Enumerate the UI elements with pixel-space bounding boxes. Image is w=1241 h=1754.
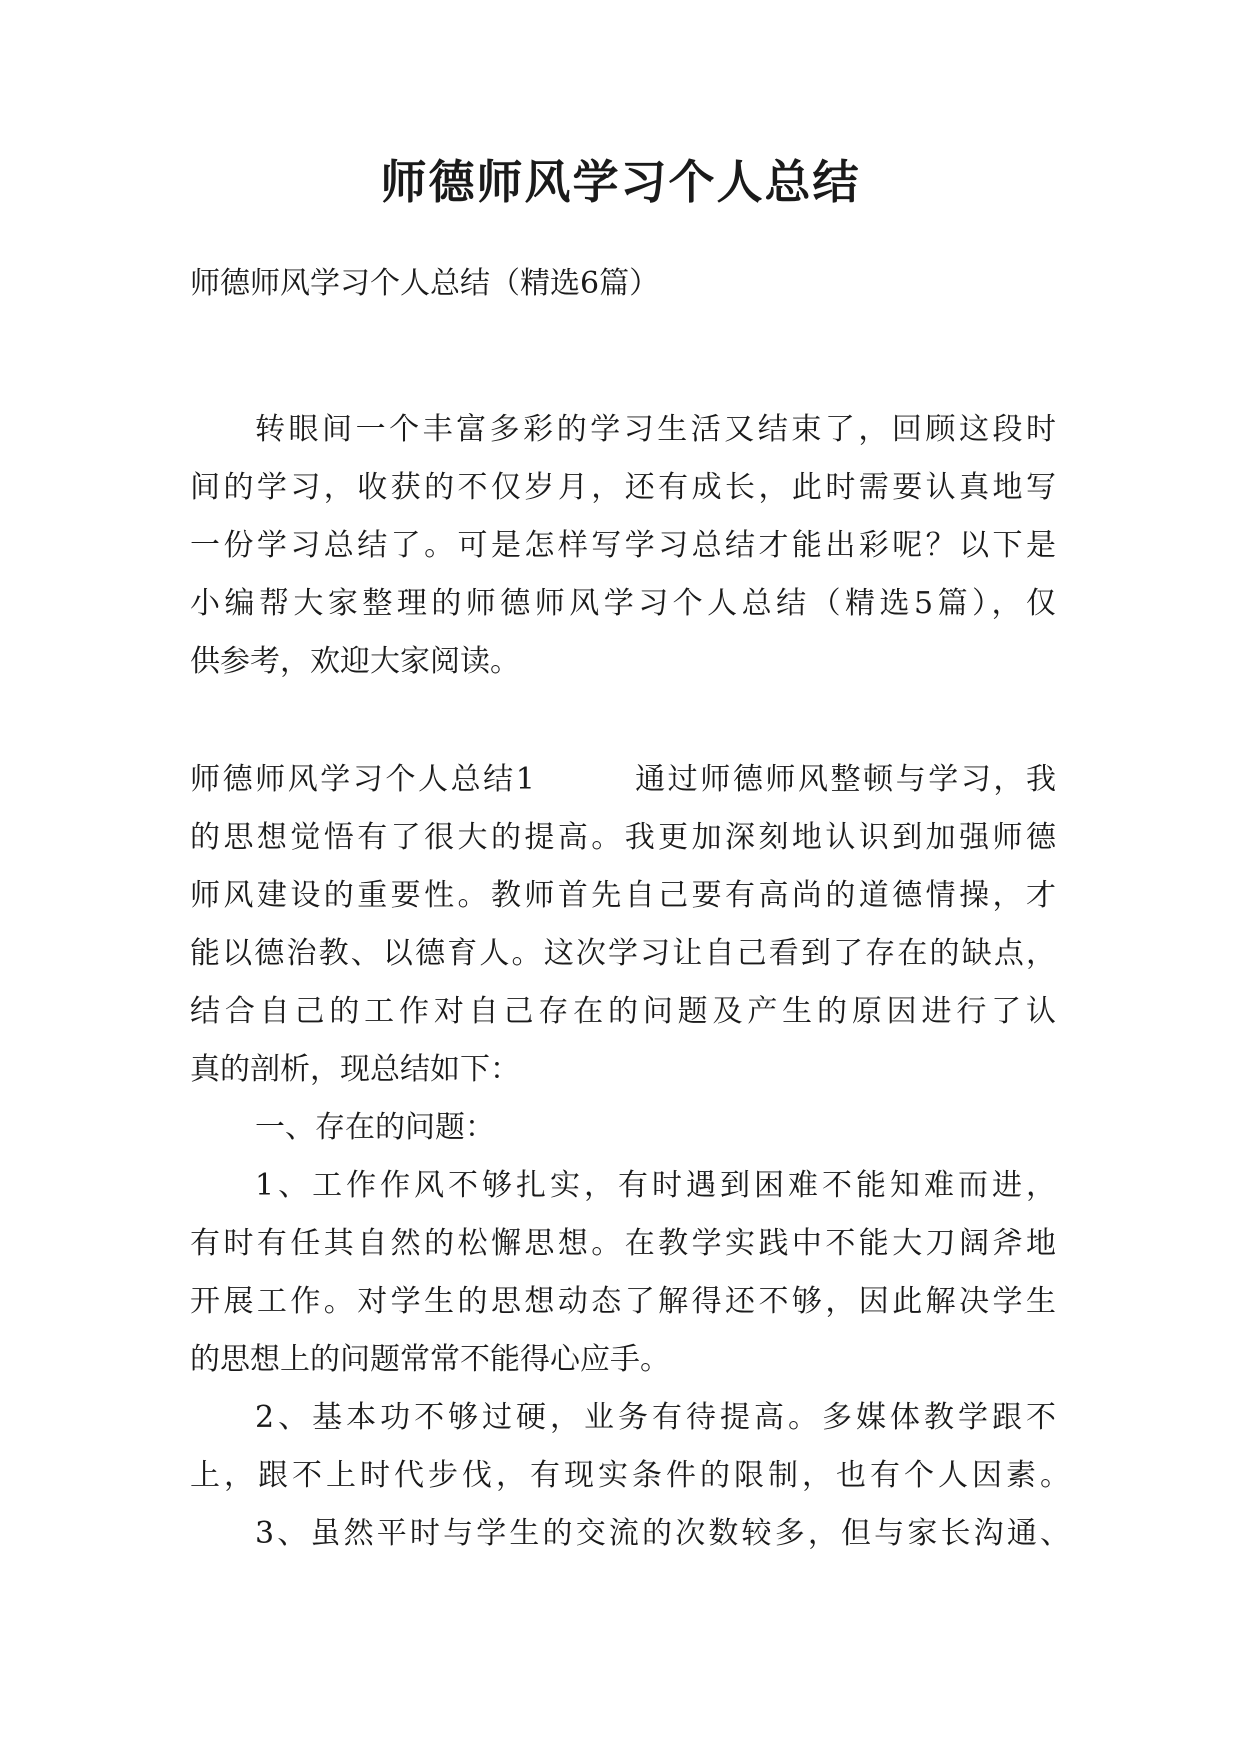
item2-line: 上，跟不上时代步伐，有现实条件的限制，也有个人因素。 [190, 1458, 1070, 1493]
item1-line: 有时有任其自然的松懈思想。在教学实践中不能大刀阔斧地 [190, 1226, 1056, 1261]
item1-line: 的思想上的问题常常不能得心应手。 [190, 1342, 670, 1377]
document-subtitle: 师德师风学习个人总结（精选6篇） [190, 266, 660, 301]
problems-heading: 一、存在的问题： [255, 1110, 495, 1145]
intro-line: 供参考，欢迎大家阅读。 [190, 644, 520, 679]
item2-line: 2、基本功不够过硬，业务有待提高。多媒体教学跟不 [255, 1400, 1056, 1435]
section1-line: 真的剖析，现总结如下： [190, 1052, 520, 1087]
section1-line: 结合自己的工作对自己存在的问题及产生的原因进行了认 [190, 994, 1056, 1029]
intro-line: 一份学习总结了。可是怎样写学习总结才能出彩呢？以下是 [190, 528, 1056, 563]
intro-line: 间的学习，收获的不仅岁月，还有成长，此时需要认真地写 [190, 470, 1056, 505]
document-title: 师德师风学习个人总结 [380, 155, 861, 209]
intro-line: 小编帮大家整理的师德师风学习个人总结（精选5篇），仅 [190, 586, 1056, 621]
item3-line: 3、虽然平时与学生的交流的次数较多，但与家长沟通、 [255, 1516, 1070, 1551]
section1-line: 师德师风学习个人总结1 通过师德师风整顿与学习，我 [190, 762, 1056, 797]
intro-line: 转眼间一个丰富多彩的学习生活又结束了，回顾这段时 [255, 412, 1056, 447]
item1-line: 开展工作。对学生的思想动态了解得还不够，因此解决学生 [190, 1284, 1056, 1319]
section1-line: 能以德治教、以德育人。这次学习让自己看到了存在的缺点， [190, 936, 1056, 971]
section1-line: 师风建设的重要性。教师首先自己要有高尚的道德情操，才 [190, 878, 1056, 913]
section1-line: 的思想觉悟有了很大的提高。我更加深刻地认识到加强师德 [190, 820, 1056, 855]
item1-line: 1、工作作风不够扎实，有时遇到困难不能知难而进， [255, 1168, 1056, 1203]
